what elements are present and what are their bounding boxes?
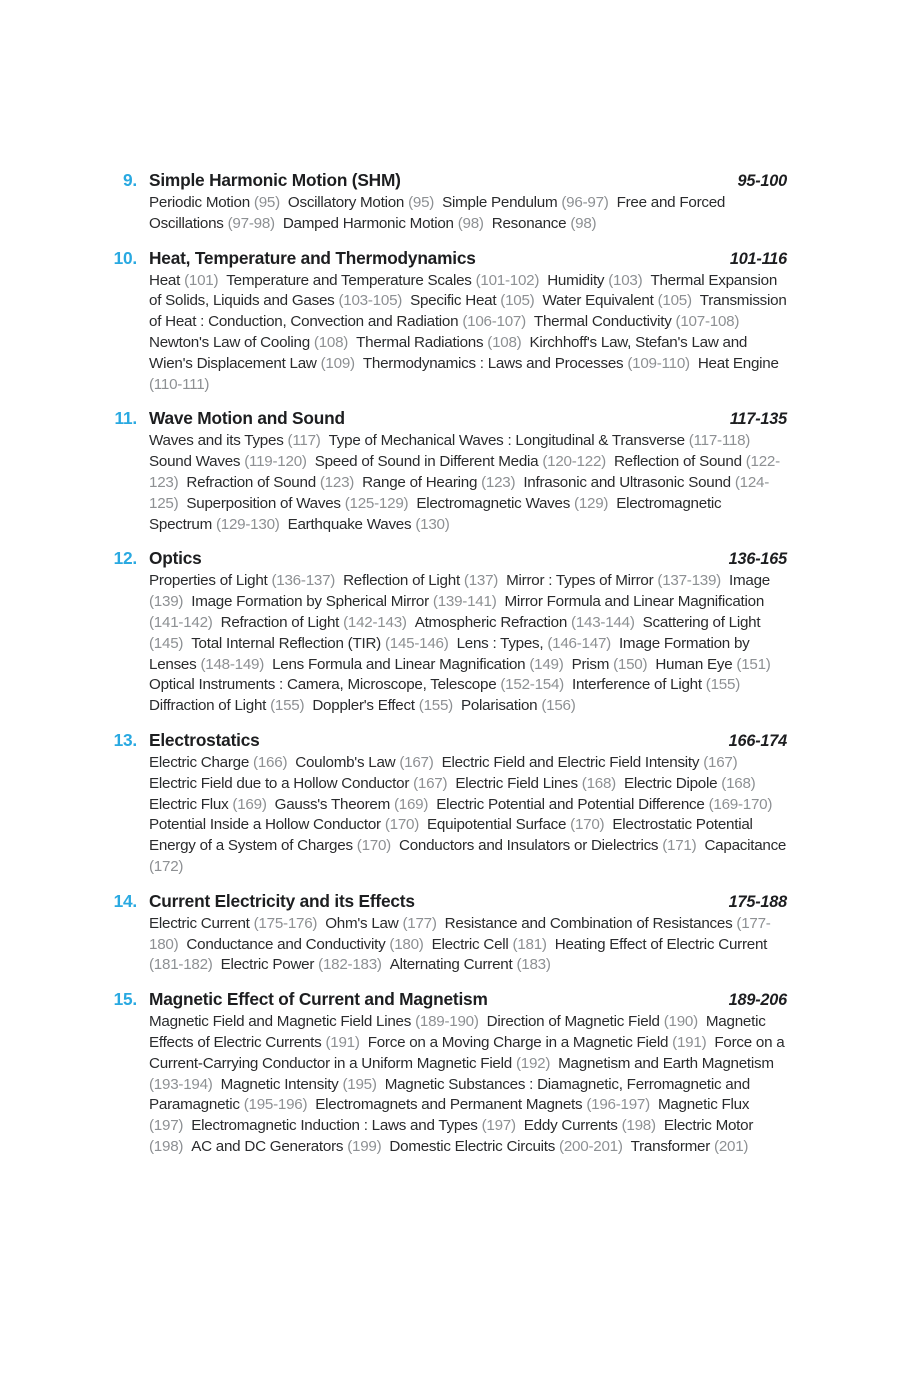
topic-page-ref: (146-147) xyxy=(547,634,611,652)
chapter-heading-row xyxy=(110,170,787,192)
topic-page-ref: (168) xyxy=(581,774,616,792)
topic-name: Mirror : Types of Mirror xyxy=(506,572,658,590)
chapter-page-range: 136-165 xyxy=(728,550,787,569)
topic-page-ref: (139-141) xyxy=(432,593,497,611)
topic-name: Diffraction of Light xyxy=(149,697,271,715)
topic-name: Potential Inside a Hollow Conductor xyxy=(149,816,385,834)
topic-name: Electromagnetic Waves xyxy=(416,494,575,512)
topic-page-ref: (191) xyxy=(672,1033,707,1051)
topic-page-ref: (110-111) xyxy=(149,375,210,393)
topic-name: Coulomb's Law xyxy=(295,753,400,771)
topic-name: Refraction of Light xyxy=(220,613,344,631)
topic-name: Atmospheric Refraction xyxy=(414,613,572,631)
topic-page-ref: (109) xyxy=(320,354,355,372)
topic-page-ref: (122-123) xyxy=(149,453,780,491)
topic-page-ref: (198) xyxy=(621,1117,656,1135)
topic-name: Resistance and Combination of Resistances xyxy=(444,914,737,932)
topic-name: Reflection of Sound xyxy=(613,453,746,471)
topic-name: Doppler's Effect xyxy=(312,697,419,715)
topic-name: Eddy Currents xyxy=(523,1117,622,1135)
chapter-number: 13. xyxy=(113,729,137,750)
topic-name: Thermal Conductivity xyxy=(533,313,676,331)
chapter-page-range: 166-174 xyxy=(728,731,787,750)
topic-name: Electric Potential and Potential Difference xyxy=(436,795,709,813)
topic-page-ref: (171) xyxy=(662,837,697,855)
chapter-heading-row xyxy=(110,248,787,270)
topic-name: Humidity xyxy=(547,271,609,289)
topic-page-ref: (151) xyxy=(736,655,771,673)
topic-name: Electric Motor xyxy=(663,1117,754,1135)
topic-page-ref: (175-176) xyxy=(253,914,318,932)
chapter-number: 10. xyxy=(113,247,137,268)
topic-page-ref: (95) xyxy=(253,194,280,211)
chapter-topic-list xyxy=(149,571,787,717)
topic-page-ref: (193-194) xyxy=(149,1075,213,1093)
topic-name: Thermal Radiations xyxy=(356,333,488,351)
topic-name: Direction of Magnetic Field xyxy=(486,1013,664,1031)
topic-name: Interference of Light xyxy=(571,676,706,694)
topic-page-ref: (107-108) xyxy=(675,313,740,331)
topic-page-ref: (172) xyxy=(149,857,184,875)
chapter-title: Heat, Temperature and Thermodynamics xyxy=(149,247,476,268)
topic-page-ref: (181-182) xyxy=(149,956,213,974)
topic-name: Heat xyxy=(149,271,185,289)
topic-page-ref: (155) xyxy=(270,697,305,715)
topic-name: Ohm's Law xyxy=(325,914,403,932)
topic-name: Heating Effect of Electric Current xyxy=(554,935,768,953)
topic-page-ref: (152-154) xyxy=(500,676,564,694)
topic-name: Simple Pendulum xyxy=(442,194,562,211)
topic-name: Image Formation by Spherical Mirror xyxy=(191,593,433,611)
topic-name: Total Internal Reflection (TIR) xyxy=(191,634,385,652)
toc-chapter xyxy=(110,408,787,535)
toc-chapter xyxy=(110,730,787,878)
topic-page-ref: (119-120) xyxy=(244,453,307,471)
topic-name: Oscillatory Motion xyxy=(287,194,409,211)
topic-page-ref: (105) xyxy=(500,292,535,310)
chapter-page-range: 175-188 xyxy=(728,892,787,911)
topic-page-ref: (195-196) xyxy=(243,1096,308,1114)
topic-page-ref: (197) xyxy=(149,1117,184,1135)
chapter-heading-row xyxy=(110,408,787,430)
toc-chapter xyxy=(110,170,787,235)
topic-name: Mirror Formula and Linear Magnification xyxy=(504,593,765,611)
topic-name: Equipotential Surface xyxy=(427,816,571,834)
topic-page-ref: (130) xyxy=(415,515,450,533)
topic-page-ref: (169) xyxy=(232,795,267,813)
topic-page-ref: (139) xyxy=(149,593,184,611)
topic-page-ref: (200-201) xyxy=(559,1137,623,1155)
chapter-number: 9. xyxy=(122,170,137,190)
topic-name: Alternating Current xyxy=(389,956,517,974)
topic-name: Heat Engine xyxy=(697,354,779,372)
topic-name: Optical Instruments : Camera, Microscope, Telescope xyxy=(149,676,501,694)
topic-name: Scattering of Light xyxy=(642,613,761,631)
topic-name: Properties of Light xyxy=(149,572,272,590)
topic-name: Force on a Moving Charge in a Magnetic Field xyxy=(367,1033,673,1051)
topic-name: Thermodynamics : Laws and Processes xyxy=(362,354,628,372)
chapter-topic-list xyxy=(149,914,787,976)
topic-page-ref: (95) xyxy=(408,194,435,211)
topic-name: Damped Harmonic Motion xyxy=(282,214,458,232)
topic-page-ref: (166) xyxy=(253,753,288,771)
topic-name: Force on a Current-Carrying Conductor in a Uniform Magnetic Field xyxy=(149,1033,785,1072)
topic-page-ref: (109-110) xyxy=(627,354,690,372)
chapter-number: 11. xyxy=(114,408,137,429)
topic-page-ref: (124-125) xyxy=(149,473,770,512)
chapter-number: 12. xyxy=(113,548,137,569)
topic-page-ref: (136-137) xyxy=(271,572,336,590)
topic-page-ref: (141-142) xyxy=(149,613,213,631)
topic-name: Polarisation xyxy=(460,697,542,715)
topic-page-ref: (155) xyxy=(705,676,741,694)
topic-name: Waves and its Types xyxy=(149,432,288,450)
chapter-topic-list xyxy=(149,1012,787,1158)
topic-page-ref: (103) xyxy=(608,271,643,289)
topic-page-ref: (197) xyxy=(481,1117,516,1135)
topic-name: Transformer xyxy=(630,1137,715,1155)
topic-page-ref: (167) xyxy=(399,753,434,771)
topic-page-ref: (98) xyxy=(457,214,484,232)
toc-chapter xyxy=(110,891,787,976)
topic-page-ref: (145) xyxy=(149,634,184,652)
topic-name: Image Formation by Lenses xyxy=(149,634,750,673)
topic-name: Electric Power xyxy=(220,956,319,974)
topic-name: Range of Hearing xyxy=(362,473,482,491)
topic-name: Magnetic Field and Magnetic Field Lines xyxy=(149,1013,416,1031)
topic-name: Thermal Expansion of Solids, Liquids and Gases xyxy=(149,271,778,310)
topic-name: Electric Dipole xyxy=(623,774,722,792)
topic-name: Temperature and Temperature Scales xyxy=(226,271,476,289)
topic-name: Magnetic Flux xyxy=(657,1096,750,1114)
topic-page-ref: (167) xyxy=(413,774,448,792)
topic-name: Electromagnetic Induction : Laws and Types xyxy=(191,1117,482,1135)
chapter-topic-list xyxy=(149,753,787,878)
topic-name: Magnetic Substances : Diamagnetic, Ferromagnetic and Paramagnetic xyxy=(149,1075,750,1114)
topic-page-ref: (192) xyxy=(515,1054,551,1072)
toc-chapter xyxy=(110,989,787,1158)
topic-name: Electric Flux xyxy=(149,795,233,813)
topic-name: Gauss's Theorem xyxy=(274,795,394,813)
topic-page-ref: (123) xyxy=(319,473,355,491)
topic-page-ref: (170) xyxy=(356,837,391,855)
topic-page-ref: (170) xyxy=(570,816,605,834)
chapter-title: Magnetic Effect of Current and Magnetism xyxy=(149,989,488,1010)
topic-page-ref: (167) xyxy=(703,753,738,771)
chapter-topic-list xyxy=(149,431,787,535)
topic-name: Periodic Motion xyxy=(149,194,254,211)
chapter-page-range: 117-135 xyxy=(729,410,787,429)
topic-name: Electric Field due to a Hollow Conductor xyxy=(149,774,414,792)
toc-chapter-list xyxy=(110,170,787,1171)
chapter-page-range: 189-206 xyxy=(728,991,787,1010)
topic-name: Resonance xyxy=(491,214,571,232)
topic-name: Infrasonic and Ultrasonic Sound xyxy=(523,473,735,491)
topic-page-ref: (190) xyxy=(663,1013,698,1031)
topic-page-ref: (183) xyxy=(516,956,551,974)
topic-page-ref: (98) xyxy=(570,214,597,232)
topic-page-ref: (142-143) xyxy=(343,613,407,631)
topic-page-ref: (123) xyxy=(481,473,516,491)
topic-name: Sound Waves xyxy=(149,453,245,471)
topic-page-ref: (143-144) xyxy=(571,613,635,631)
topic-name: Lens : Types, xyxy=(456,634,548,652)
topic-page-ref: (137-139) xyxy=(657,572,721,590)
topic-page-ref: (177-180) xyxy=(149,914,771,953)
topic-name: Capacitance xyxy=(704,837,787,855)
chapter-heading-row xyxy=(110,989,787,1011)
topic-name: AC and DC Generators xyxy=(191,1137,348,1155)
topic-page-ref: (101) xyxy=(184,271,219,289)
chapter-page-range: 95-100 xyxy=(737,172,787,190)
chapter-title: Optics xyxy=(149,548,202,569)
topic-name: Human Eye xyxy=(655,655,737,673)
topic-name: Type of Mechanical Waves : Longitudinal & Transverse xyxy=(328,432,689,450)
topic-name: Image xyxy=(729,572,770,590)
topic-name: Earthquake Waves xyxy=(287,515,416,533)
topic-name: Prism xyxy=(571,655,614,673)
topic-name: Free and Forced Oscillations xyxy=(149,194,726,232)
topic-page-ref: (108) xyxy=(313,333,349,351)
topic-name: Domestic Electric Circuits xyxy=(389,1137,560,1155)
topic-name: Water Equivalent xyxy=(542,292,658,310)
topic-page-ref: (182-183) xyxy=(318,956,382,974)
topic-name: Speed of Sound in Different Media xyxy=(314,453,543,471)
topic-page-ref: (96-97) xyxy=(561,194,609,211)
topic-page-ref: (129) xyxy=(574,494,609,512)
topic-page-ref: (177) xyxy=(402,914,437,932)
topic-name: Kirchhoff's Law, Stefan's Law and Wien's Displacement Law xyxy=(149,333,748,372)
topic-page-ref: (195) xyxy=(342,1075,377,1093)
topic-page-ref: (180) xyxy=(389,935,424,953)
topic-page-ref: (189-190) xyxy=(415,1013,479,1031)
topic-page-ref: (191) xyxy=(325,1033,360,1051)
chapter-title: Wave Motion and Sound xyxy=(149,408,345,429)
topic-page-ref: (125-129) xyxy=(344,494,409,512)
topic-page-ref: (105) xyxy=(657,292,692,310)
chapter-heading-row xyxy=(110,548,787,570)
topic-name: Specific Heat xyxy=(410,292,501,310)
topic-name: Magnetism and Earth Magnetism xyxy=(558,1054,774,1072)
topic-name: Magnetic Intensity xyxy=(220,1075,343,1093)
topic-page-ref: (201) xyxy=(714,1137,749,1155)
chapter-page-range: 101-116 xyxy=(729,249,787,268)
topic-page-ref: (137) xyxy=(463,572,499,590)
topic-name: Reflection of Light xyxy=(343,572,464,590)
topic-page-ref: (106-107) xyxy=(462,313,526,331)
topic-page-ref: (155) xyxy=(418,697,453,715)
topic-page-ref: (149) xyxy=(529,655,564,673)
topic-page-ref: (169) xyxy=(393,795,429,813)
chapter-number: 15. xyxy=(113,989,137,1010)
topic-name: Electric Charge xyxy=(149,753,254,771)
topic-name: Conductors and Insulators or Dielectrics xyxy=(398,837,663,855)
topic-page-ref: (169-170) xyxy=(708,795,773,813)
topic-name: Electric Cell xyxy=(431,935,513,953)
topic-page-ref: (181) xyxy=(512,935,547,953)
topic-page-ref: (101-102) xyxy=(475,271,540,289)
topic-name: Transmission of Heat : Conduction, Convection and Radiation xyxy=(149,292,787,331)
chapter-number: 14. xyxy=(113,890,137,911)
topic-page-ref: (150) xyxy=(613,655,648,673)
topic-name: Magnetic Effects of Electric Currents xyxy=(149,1013,766,1051)
topic-page-ref: (108) xyxy=(487,333,522,351)
topic-page-ref: (145-146) xyxy=(384,634,449,652)
topic-name: Superposition of Waves xyxy=(186,494,345,512)
chapter-heading-row xyxy=(110,891,787,913)
topic-name: Electromagnetic Spectrum xyxy=(149,494,722,533)
topic-name: Lens Formula and Linear Magnification xyxy=(272,655,530,673)
topic-name: Electric Field and Electric Field Intensity xyxy=(441,753,704,771)
topic-name: Electrostatic Potential Energy of a System of Charges xyxy=(149,816,753,855)
topic-name: Conductance and Conductivity xyxy=(186,935,390,953)
chapter-heading-row xyxy=(110,730,787,752)
topic-name: Electric Current xyxy=(149,914,254,932)
topic-page-ref: (97-98) xyxy=(227,214,275,232)
topic-page-ref: (117-118) xyxy=(688,432,751,450)
topic-page-ref: (198) xyxy=(149,1137,184,1155)
topic-name: Refraction of Sound xyxy=(186,473,320,491)
topic-page-ref: (156) xyxy=(541,697,576,715)
chapter-title: Current Electricity and its Effects xyxy=(149,890,415,911)
topic-page-ref: (168) xyxy=(721,774,756,792)
topic-page-ref: (117) xyxy=(287,432,321,450)
topic-page-ref: (129-130) xyxy=(215,515,280,533)
topic-name: Electric Field Lines xyxy=(455,774,582,792)
topic-name: Electromagnets and Permanent Magnets xyxy=(315,1096,587,1114)
toc-chapter xyxy=(110,248,787,396)
toc-chapter xyxy=(110,548,787,717)
topic-page-ref: (120-122) xyxy=(542,453,606,471)
chapter-title: Electrostatics xyxy=(149,729,260,750)
topic-page-ref: (196-197) xyxy=(586,1096,650,1114)
chapter-title: Simple Harmonic Motion (SHM) xyxy=(149,170,401,190)
topic-page-ref: (148-149) xyxy=(200,655,265,673)
topic-page-ref: (199) xyxy=(347,1137,382,1155)
topic-page-ref: (103-105) xyxy=(338,292,403,310)
topic-name: Newton's Law of Cooling xyxy=(149,333,314,351)
chapter-topic-list xyxy=(149,271,787,396)
chapter-topic-list xyxy=(149,193,787,235)
topic-page-ref: (170) xyxy=(384,816,420,834)
